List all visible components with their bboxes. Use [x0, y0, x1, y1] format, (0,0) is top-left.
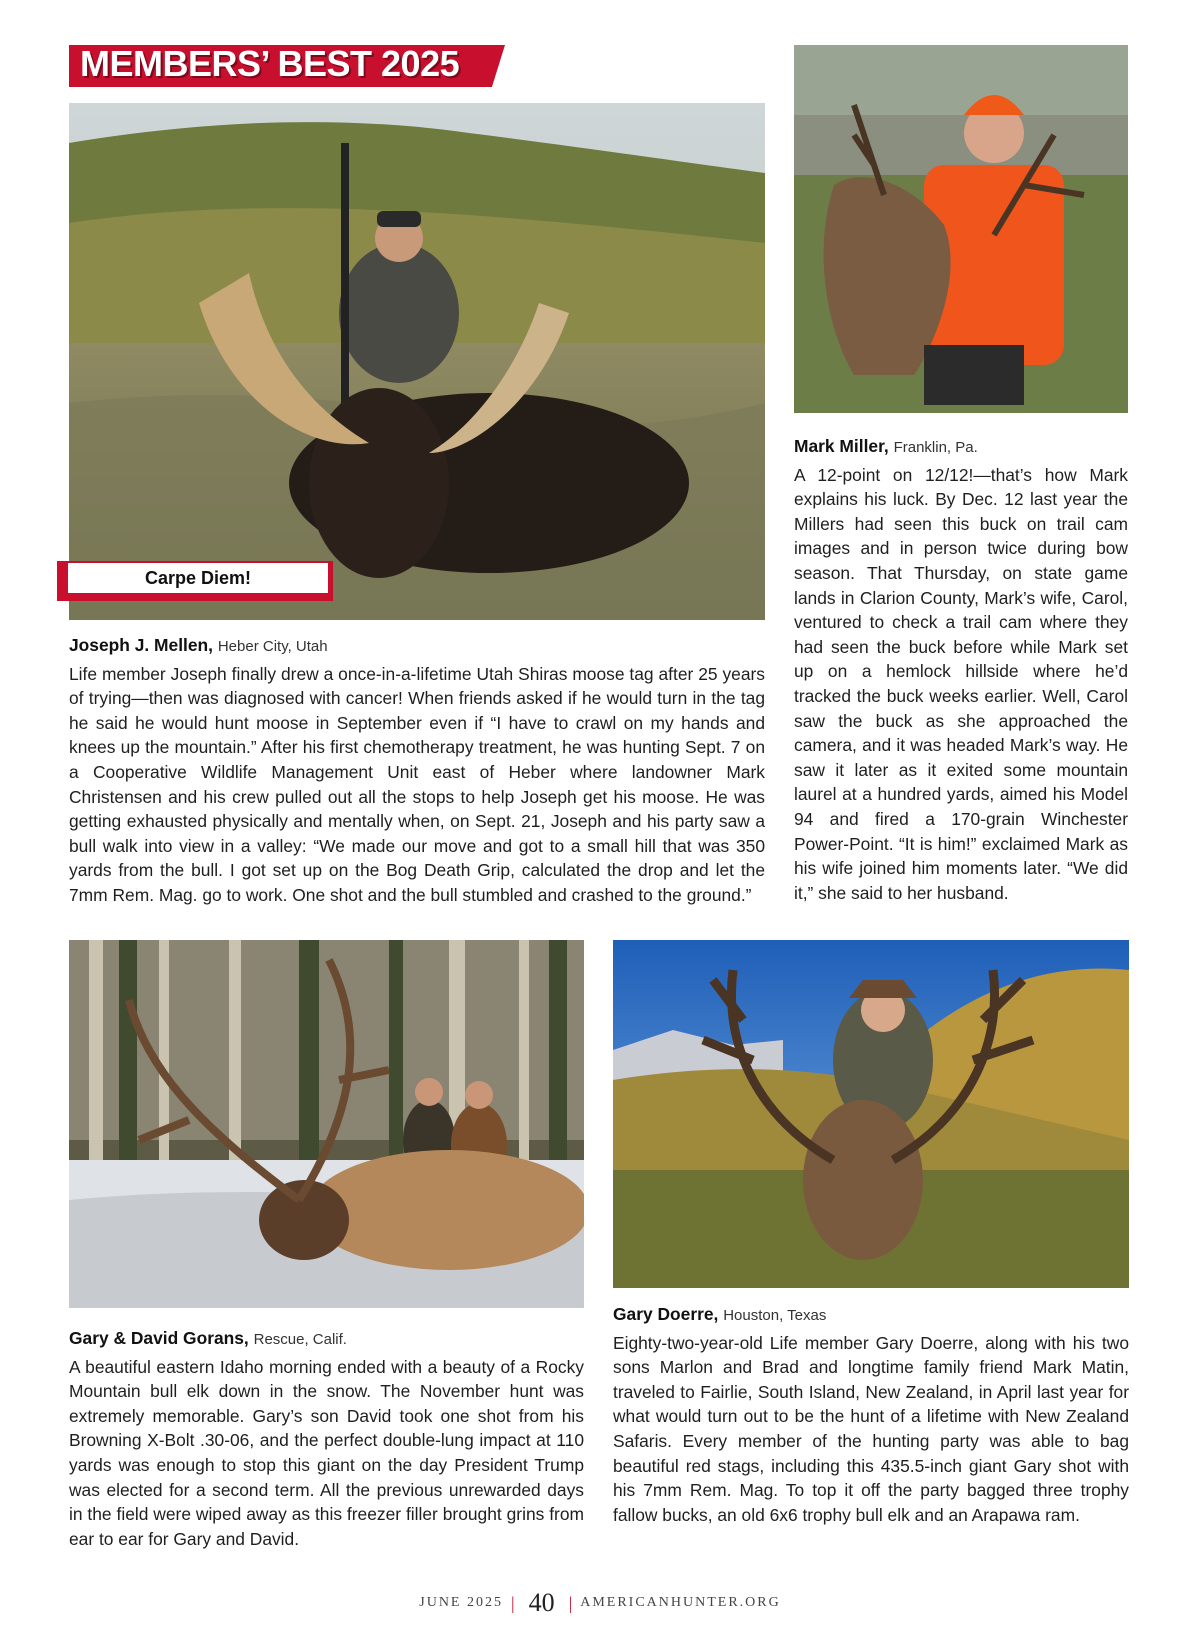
- elk-photo: [69, 940, 584, 1308]
- story-gorans: [69, 1326, 584, 1551]
- story-doerre-location: Houston, Texas: [723, 1307, 827, 1324]
- story-miller-name: Mark Miller,: [794, 436, 889, 456]
- story-mellen-name: Joseph J. Mellen,: [69, 635, 213, 655]
- footer-separator: |: [511, 1592, 515, 1613]
- story-gorans-name: Gary & David Gorans,: [69, 1328, 249, 1348]
- footer-site: AMERICANHUNTER.ORG: [580, 1595, 781, 1610]
- caption-tag-label: Carpe Diem!: [68, 563, 328, 593]
- story-gorans-body: A beautiful eastern Idaho morning ended with a beauty of a Rocky Mountain bull elk down in the snow. The November hunt was extremely memorable. Gary’s son David took one shot from his Browning X-Bolt .30-06, and the perfect double-lung impact at 110 yards was enough to stop this giant on the day President Trump was elected for a second term. All the previous unrewarded days in the field were wiped away as this freezer filler brought grins from ear to ear for Gary and David.: [69, 1356, 584, 1549]
- story-miller-body: A 12-point on 12/12!—that’s how Mark explains his luck. By Dec. 12 last year the Millers had seen this buck on trail cam images and in person twice during bow season. That Thursday, on state game lands in Clarion County, Mark’s wife, Carol, ventured to check a trail cam where they had seen the buck before while Mark set up on a hemlock hillside where he’d tracked the buck weeks earlier. Well, Carol saw the buck as she approached the camera, and it was headed Mark’s way. He saw it later as it exited some mountain laurel at a hundred yards, aimed his Model 94 and fired a 170-grain Winchester Power-Point. “It is him!” exclaimed Mark as his wife joined him moments later. “We did it,” she said to her husband.: [794, 464, 1128, 903]
- moose-photo: [69, 103, 765, 620]
- story-mellen-location: Heber City, Utah: [217, 638, 328, 655]
- story-miller: [794, 434, 1128, 905]
- story-mellen: [69, 633, 765, 908]
- story-doerre-body: Eighty-two-year-old Life member Gary Doerre, along with his two sons Marlon and Brad and longtime family friend Mark Matin, traveled to Fairlie, South Island, New Zealand, in April last year for what would turn out to be the hunt of a lifetime with New Zealand Safaris. Every member of the hunting party was able to bag beautiful red stags, including this 435.5-inch giant Gary shot with his 7mm Rem. Mag. To top it off the party bagged three trophy fallow bucks, an old 6x6 trophy bull elk and an Arapawa ram.: [613, 1332, 1129, 1525]
- stag-photo: [613, 940, 1129, 1288]
- deer-photo: [794, 45, 1128, 413]
- footer-issue: JUNE 2025: [419, 1595, 503, 1610]
- story-mellen-body: Life member Joseph finally drew a once-in-a-lifetime Utah Shiras moose tag after 25 years of trying—then was diagnosed with cancer! When friends asked if he would turn in the tag he said he would hunt moose in September even if “I have to crawl on my hands and knees up the mountain.” After his first chemotherapy treatment, he was hunting Sept. 7 on a Cooperative Wildlife Management Unit east of Heber where landowner Mark Christensen and his crew pulled out all the stops to help Joseph get his moose. He was getting exhausted physically and mentally when, on Sept. 21, Joseph and his party saw a bull walk into view in a valley: “We made our move and got to a small hill that was 350 yards from the bull. I got set up on the Bog Death Grip, calculated the drop and let the 7mm Rem. Mag. go to work. One shot and the bull stumbled and crashed to the ground.”: [69, 663, 765, 905]
- story-miller-location: Franklin, Pa.: [893, 439, 978, 456]
- page-number: 40: [528, 1588, 555, 1617]
- footer-separator: |: [568, 1592, 573, 1613]
- page-title: MEMBERS’ BEST 2025: [80, 43, 460, 84]
- story-doerre-name: Gary Doerre,: [613, 1304, 719, 1324]
- story-gorans-location: Rescue, Calif.: [253, 1331, 347, 1348]
- page-footer: [0, 1588, 1200, 1618]
- story-doerre: [613, 1302, 1129, 1527]
